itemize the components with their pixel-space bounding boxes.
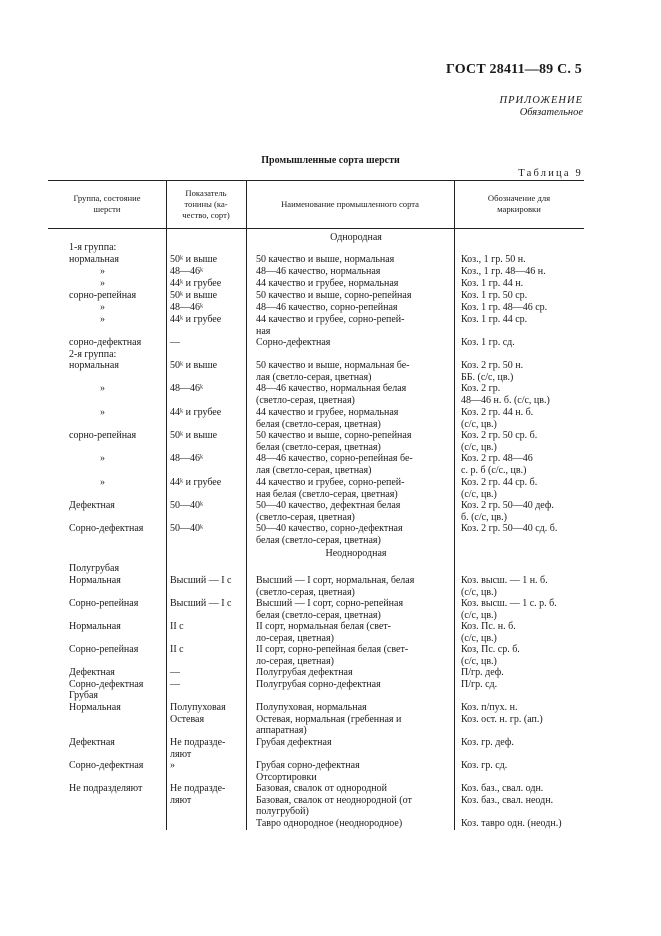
cell-group: 1-я группа:	[69, 242, 117, 253]
cell-grade-name: 50 качество и выше, сорно-репейная белая (светло-серая, цветная)	[256, 430, 412, 453]
cell-fineness: 50ᵏ и выше	[170, 430, 218, 441]
cell-fineness: Высший — I с	[170, 575, 232, 586]
cell-fineness: II с	[170, 621, 184, 632]
cell-fineness: 50—40ᵏ	[170, 500, 204, 511]
cell-group: Сорно-дефектная	[69, 523, 144, 534]
cell-group: Дефектная	[69, 500, 115, 511]
cell-marking: Коз. 2 гр. 44 ср. б. (с/с, цв.)	[461, 477, 538, 500]
cell-group: »	[100, 383, 105, 394]
cell-group: Сорно-репейная	[69, 598, 139, 609]
cell-grade-name: Высший — I сорт, нормальная, белая (светло-серая, цветная)	[256, 575, 415, 598]
cell-marking: Коз. высш. — 1 с. р. б. (с/с, цв.)	[461, 598, 557, 621]
cell-group: »	[100, 407, 105, 418]
cell-fineness: 50ᵏ и выше	[170, 360, 218, 371]
cell-marking: Коз. 1 гр. 44 н.	[461, 278, 524, 289]
cell-fineness: — —	[170, 667, 180, 690]
cell-grade-name: II сорт, нормальная белая (свет- ло-серая, цветная)	[256, 621, 392, 644]
cell-marking: Коз. 2 гр. 50—40 сд. б.	[461, 523, 558, 534]
cell-marking: Коз. п/пух. н. Коз. ост. н. гр. (ап.)	[461, 702, 543, 725]
cell-grade-name: Грубая дефектная	[256, 737, 332, 748]
column-header-grade-name: Наименование промышленного сорта	[281, 198, 419, 209]
cell-fineness: Не подразде- ляют	[170, 737, 226, 760]
cell-group: Дефектная	[69, 737, 115, 748]
cell-grade-name: 50 качество и выше, сорно-репейная	[256, 290, 412, 301]
appendix-note: Обязательное	[519, 107, 583, 118]
table-caption: Промышленные сорта шерсти	[261, 155, 400, 166]
cell-fineness: 44ᵏ и грубее	[170, 314, 222, 325]
cell-group: сорно-репейная	[69, 290, 137, 301]
cell-marking: Коз. Пс. н. б. (с/с, цв.)	[461, 621, 516, 644]
cell-marking: Коз. баз., свал. одн. Коз. баз., свал. неодн. Коз. тавро одн. (неодн.)	[461, 783, 562, 829]
section-homogeneous: Однородная	[330, 232, 382, 243]
cell-group: Нормальная	[69, 575, 121, 586]
cell-grade-name: 48—46 качество, нормальная	[256, 266, 381, 277]
cell-fineness: 50ᵏ и выше	[170, 290, 218, 301]
cell-fineness: 44ᵏ и грубее	[170, 477, 222, 488]
cell-fineness: —	[170, 337, 180, 348]
cell-group: Дефектная Сорно-дефектная Грубая	[69, 667, 144, 702]
cell-grade-name: Сорно-дефектная	[256, 337, 331, 348]
cell-marking: Коз. 2 гр. 50 н. ББ. (с/с, цв.)	[461, 360, 524, 383]
cell-group: »	[100, 278, 105, 289]
cell-marking: П/гр. деф. П/гр. сд.	[461, 667, 504, 690]
cell-grade-name: Высший — I сорт, сорно-репейная белая (светло-серая, цветная)	[256, 598, 404, 621]
cell-fineness: 44ᵏ и грубее	[170, 278, 222, 289]
column-header-group: Группа, состояние шерсти	[73, 193, 141, 214]
cell-grade-name: 50 качество и выше, нормальная бе- лая (светло-серая, цветная)	[256, 360, 410, 383]
appendix-block	[500, 95, 584, 119]
cell-marking: Коз. 1 гр. 44 ср.	[461, 314, 528, 325]
cell-marking: Коз. 1 гр. 50 ср.	[461, 290, 528, 301]
cell-marking: Коз. гр. деф.	[461, 737, 514, 748]
wool-grades-table	[48, 180, 584, 830]
cell-grade-name: 44 качество и грубее, нормальная	[256, 278, 399, 289]
cell-fineness: 48—46ᵏ	[170, 302, 204, 313]
cell-fineness: 44ᵏ и грубее	[170, 407, 222, 418]
cell-marking: Коз., 1 гр. 48—46 н.	[461, 266, 546, 277]
cell-fineness: 50—40ᵏ	[170, 523, 204, 534]
cell-marking: Коз. 2 гр. 50—40 деф. б. (с/с, цв.)	[461, 500, 554, 523]
cell-group: сорно-дефектная 2-я группа:	[69, 337, 142, 360]
cell-grade-name: Базовая, свалок от однородной Базовая, свалок от неоднородной (от полугрубой) Тавро однородное (неоднородное)	[256, 783, 412, 829]
cell-group: Нормальная	[69, 702, 121, 713]
cell-grade-name: 48—46 качество, сорно-репейная бе- лая (светло-серая, цветная)	[256, 453, 413, 476]
cell-group: »	[100, 314, 105, 325]
cell-marking: Коз, Пс. ср. б. (с/с, цв.)	[461, 644, 520, 667]
cell-group: »	[100, 477, 105, 488]
cell-group: сорно-репейная	[69, 430, 137, 441]
cell-marking: Коз. 2 гр. 48—46 с. р. б (с/с., цв.)	[461, 453, 533, 476]
cell-grade-name: 50 качество и выше, нормальная	[256, 254, 395, 265]
section-heterogeneous: Неоднородная	[325, 548, 387, 559]
cell-marking: Коз. 2 гр. 44 н. б. (с/с, цв.)	[461, 407, 534, 430]
cell-grade-name: II сорт, сорно-репейная белая (свет- ло-серая, цветная)	[256, 644, 409, 667]
cell-grade-name: Полупуховая, нормальная Остевая, нормальная (гребенная и аппаратная)	[256, 702, 402, 737]
cell-grade-name: 50—40 качество, дефектная белая (светло-серая, цветная)	[256, 500, 401, 523]
cell-fineness: Полупуховая Остевая	[170, 702, 226, 725]
cell-fineness: Не подразде- ляют	[170, 783, 226, 806]
cell-marking: Коз. 2 гр. 48—46 н. б. (с/с, цв.)	[461, 383, 550, 406]
cell-marking: Коз. гр. сд.	[461, 760, 508, 771]
cell-fineness: 48—46ᵏ	[170, 383, 204, 394]
column-header-marking: Обозначение для маркировки	[487, 193, 551, 214]
cell-marking: Коз. 2 гр. 50 ср. б. (с/с, цв.)	[461, 430, 538, 453]
cell-group: нормальная	[69, 360, 119, 371]
cell-fineness: 48—46ᵏ	[170, 266, 204, 277]
cell-group: Нормальная	[69, 621, 121, 632]
cell-fineness: Высший — I с	[170, 598, 232, 609]
cell-grade-name: Грубая сорно-дефектная Отсортировки	[256, 760, 360, 783]
cell-grade-name: 44 качество и грубее, нормальная белая (светло-серая, цветная)	[256, 407, 399, 430]
cell-fineness: »	[170, 760, 175, 771]
cell-group: Полугрубая	[69, 563, 120, 574]
cell-group: Сорно-репейная	[69, 644, 139, 655]
column-header-fineness: Показатель тонины (ка- чество, сорт)	[182, 187, 230, 220]
cell-grade-name: 50—40 качество, сорно-дефектная белая (светло-серая, цветная)	[256, 523, 403, 546]
cell-group: »	[100, 453, 105, 464]
appendix-label: ПРИЛОЖЕНИЕ	[499, 95, 583, 106]
cell-group: »	[100, 266, 105, 277]
cell-grade-name: 44 качество и грубее, сорно-репей- ная	[256, 314, 405, 337]
cell-grade-name: Полугрубая дефектная Полугрубая сорно-дефектная	[256, 667, 381, 690]
cell-grade-name: 48—46 качество, сорно-репейная	[256, 302, 398, 313]
cell-group: нормальная	[69, 254, 119, 265]
cell-marking: Коз. 1 гр. 48—46 ср.	[461, 302, 548, 313]
cell-grade-name: 48—46 качество, нормальная белая (светло-серая, цветная)	[256, 383, 407, 406]
doc-title: ГОСТ 28411—89 С. 5	[445, 62, 582, 77]
table-label: Таблица 9	[518, 168, 583, 179]
cell-fineness: 50ᵏ и выше	[170, 254, 218, 265]
cell-group: Не подразделяют	[69, 783, 143, 794]
cell-marking: Коз., 1 гр. 50 н.	[461, 254, 526, 265]
cell-marking: Коз. 1 гр. сд.	[461, 337, 515, 348]
cell-marking: Коз. высш. — 1 н. б. (с/с, цв.)	[461, 575, 548, 598]
cell-group: »	[100, 302, 105, 313]
cell-grade-name: 44 качество и грубее, сорно-репей- ная белая (светло-серая, цветная)	[256, 477, 405, 500]
cell-group: Сорно-дефектная	[69, 760, 144, 771]
cell-fineness: II с	[170, 644, 184, 655]
cell-fineness: 48—46ᵏ	[170, 453, 204, 464]
